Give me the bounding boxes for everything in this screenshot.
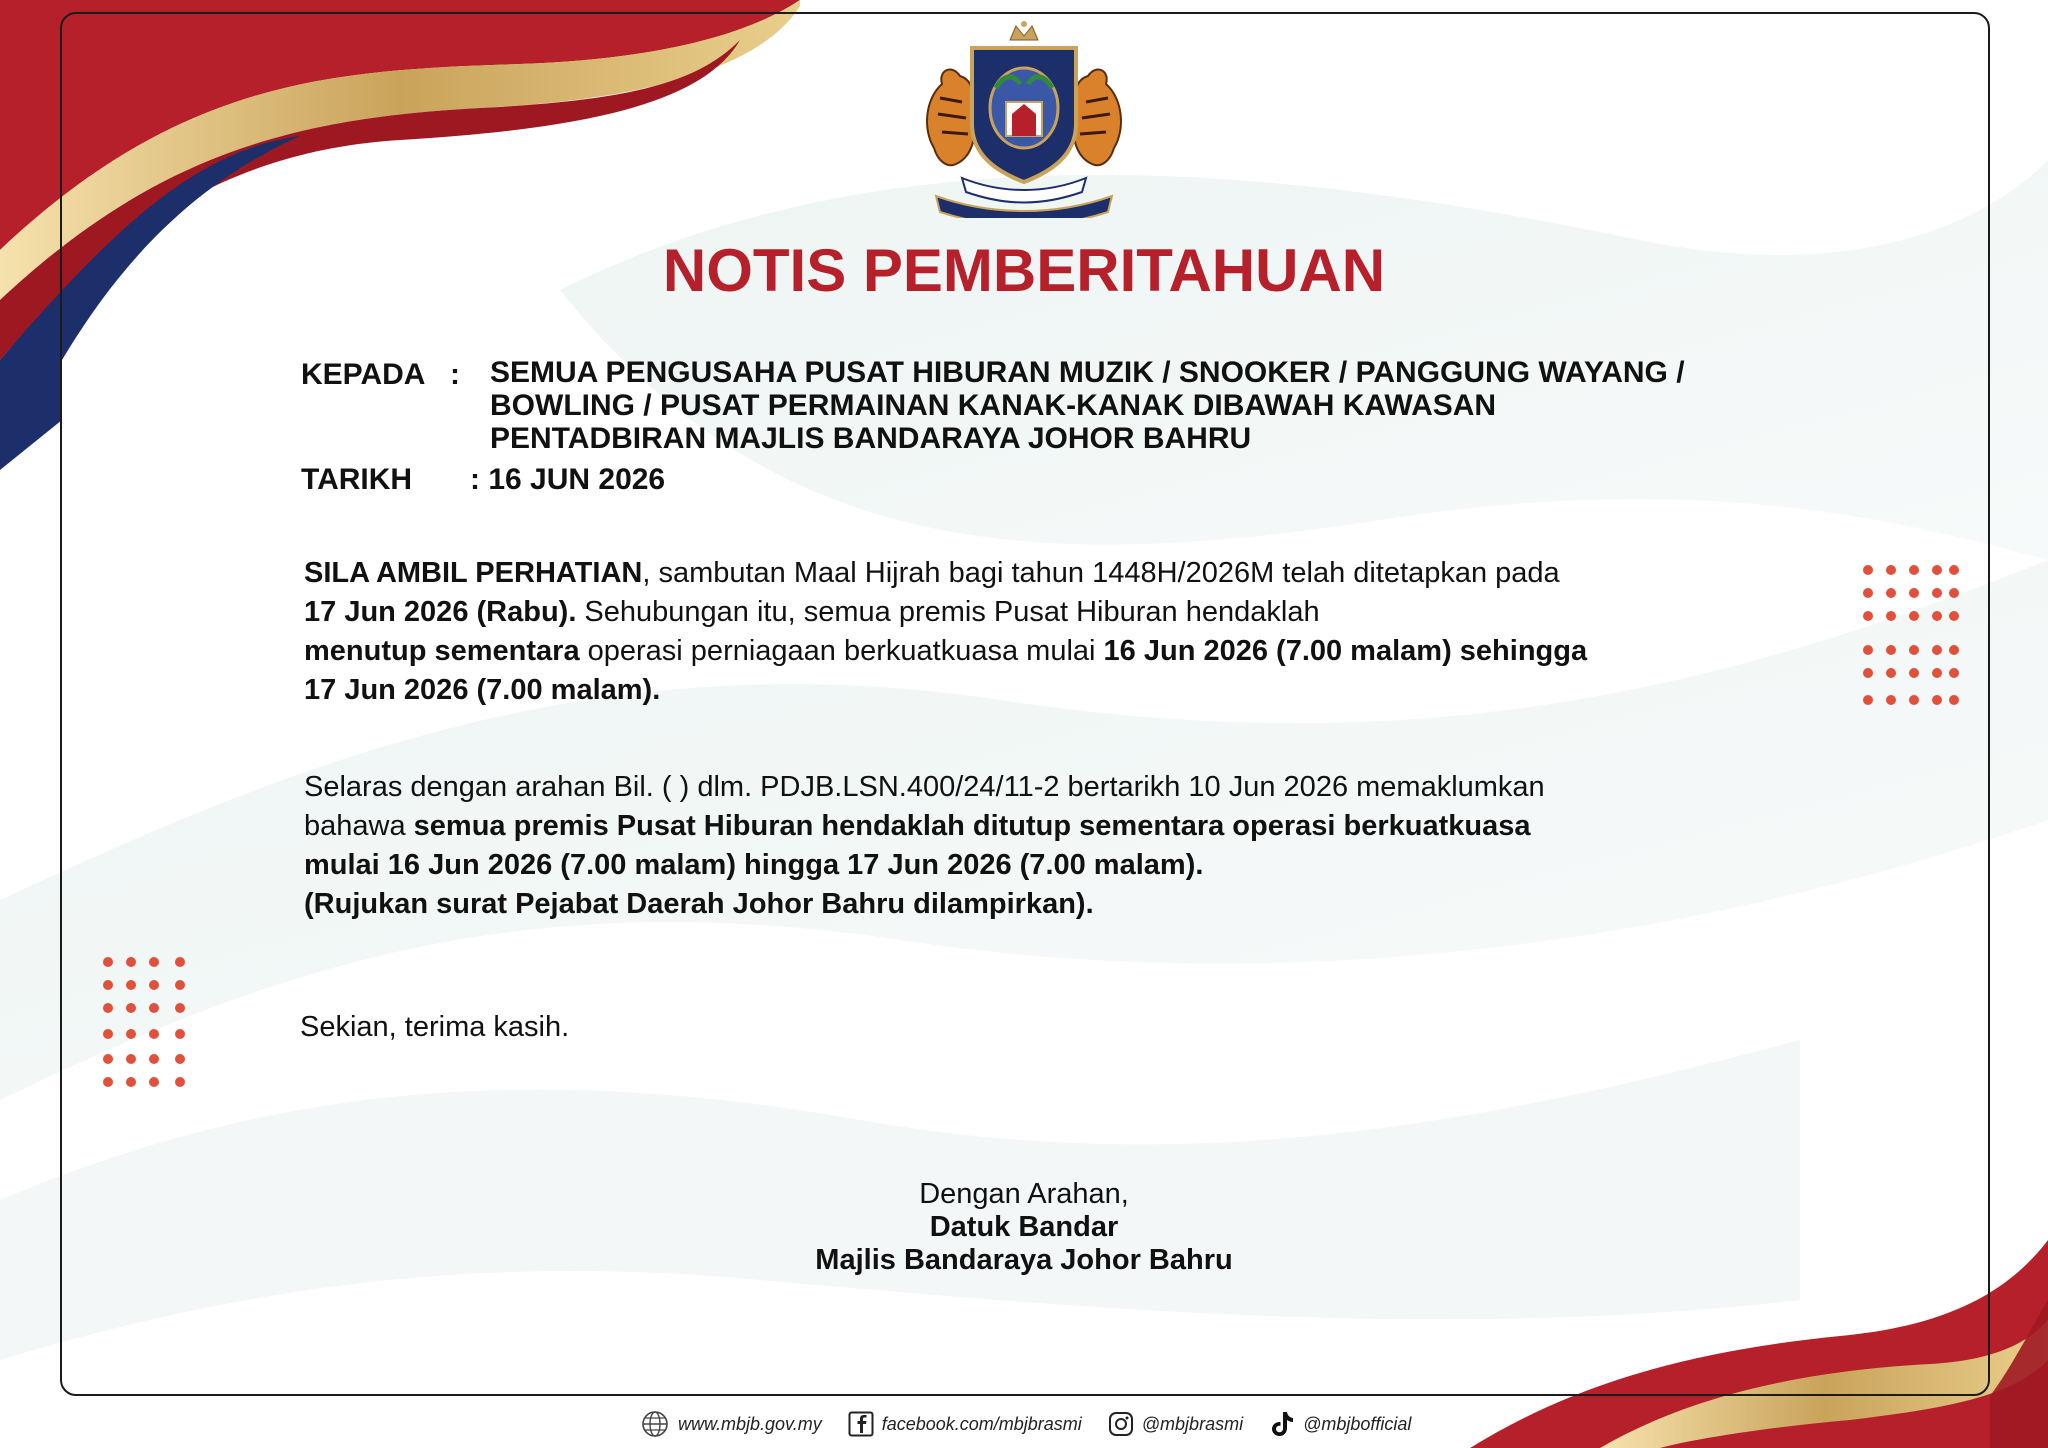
crown-icon [1010, 26, 1038, 40]
tarikh-value: : 16 JUN 2026 [470, 463, 666, 496]
facebook-icon [848, 1411, 874, 1437]
mbjb-coat-of-arms-logo [912, 18, 1136, 218]
footer-website[interactable]: www.mbjb.gov.my [640, 1409, 822, 1439]
directive-text: semua premis Pusat Hiburan hendaklah ditutup sementara operasi berkuatkuasa [413, 810, 1531, 842]
closure-end: 17 Jun 2026 (7.00 malam). [304, 674, 661, 706]
closing-text: Sekian, terima kasih. [300, 1011, 570, 1043]
notice-paragraph-2: Selaras dengan arahan Bil. ( ) dlm. PDJB.LSN.400/24/11-2 bertarikh 10 Jun 2026 memaklumkan bahawa semua premis Pusat Hiburan hendaklah ditutup sementara operasi berkuatkuasa mulai 16 Jun 2026 (7.00 malam) hingga 17 Jun 2026 (7.00 malam). (Rujukan surat Pejabat Daerah Johor Bahru dilampirkan). [304, 771, 1545, 920]
kepada-line: PENTADBIRAN MAJLIS BANDARAYA JOHOR BAHRU [490, 422, 1252, 455]
tiger-right-icon [1073, 70, 1121, 166]
instagram-icon [1108, 1411, 1134, 1437]
closure-instruction: menutup sementara [304, 635, 580, 667]
signature-line-1: Dengan Arahan, [919, 1178, 1129, 1210]
notice-paragraph-1: SILA AMBIL PERHATIAN, sambutan Maal Hijrah bagi tahun 1448H/2026M telah ditetapkan pada 17 Jun 2026 (Rabu). Sehubungan itu, semua premis Pusat Hiburan hendaklah menutup sementara operasi perniagaan berkuatkuasa mulai 16 Jun 2026 (7.00 malam) sehingga 17 Jun 2026 (7.00 malam). [304, 557, 1588, 706]
footer-facebook[interactable]: facebook.com/mbjbrasmi [848, 1411, 1082, 1437]
footer-instagram[interactable]: @mbjbrasmi [1108, 1411, 1243, 1437]
tiktok-icon [1269, 1410, 1295, 1438]
tarikh-label: TARIKH [301, 463, 413, 496]
kepada-recipients [490, 356, 1870, 455]
directive-period: mulai 16 Jun 2026 (7.00 malam) hingga 17 Jun 2026 (7.00 malam). [304, 849, 1204, 881]
reference-note: (Rujukan surat Pejabat Daerah Johor Bahru dilampirkan). [304, 888, 1094, 920]
closure-start: 16 Jun 2026 (7.00 malam) sehingga [1103, 635, 1588, 667]
globe-icon [640, 1409, 670, 1439]
tiger-left-icon [927, 70, 975, 166]
signature-title: Datuk Bandar [929, 1211, 1119, 1243]
holiday-date: 17 Jun 2026 (Rabu). [304, 596, 577, 628]
signature-organisation: Majlis Bandaraya Johor Bahru [815, 1244, 1233, 1276]
kepada-label: KEPADA [301, 358, 426, 391]
footer-tiktok[interactable]: @mbjbofficial [1269, 1410, 1411, 1438]
notice-title: NOTIS PEMBERITAHUAN [662, 237, 1386, 304]
footer-contacts [640, 1406, 1437, 1442]
kepada-line: BOWLING / PUSAT PERMAINAN KANAK-KANAK DIBAWAH KAWASAN [490, 389, 1497, 422]
kepada-colon: : [450, 358, 460, 391]
signature-block [0, 1178, 2048, 1277]
kepada-line: SEMUA PENGUSAHA PUSAT HIBURAN MUZIK / SNOOKER / PANGGUNG WAYANG / [490, 356, 1685, 389]
attention-text: SILA AMBIL PERHATIAN [304, 557, 643, 589]
